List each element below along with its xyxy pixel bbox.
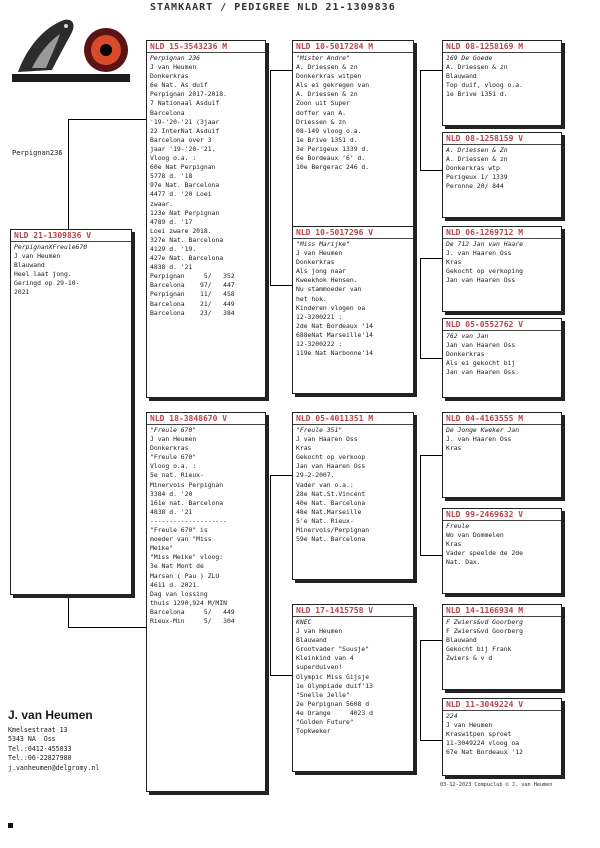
pedigree-line: Vloog o.a. : — [150, 462, 197, 471]
subject-label: Perpignan236 — [12, 149, 63, 157]
pedigree-details — [293, 239, 413, 359]
connector — [68, 119, 146, 120]
pedigree-line: Marsan ( Pau ) ZLU — [150, 571, 220, 580]
pedigree-line: Dag van lossing — [150, 589, 208, 598]
pigeon-name: F Zwiers&vd Goorberg — [446, 618, 523, 626]
pedigree-line: Blauwand — [296, 636, 327, 645]
pedigree-card-mother[interactable] — [146, 412, 266, 792]
pedigree-line: 4611 d. 2021. — [150, 580, 201, 589]
pedigree-line: Barcelona 21/ 449 — [150, 299, 235, 308]
pedigree-details — [443, 239, 561, 286]
pedigree-line: 11-3049224 vloog oa — [446, 739, 520, 748]
pedigree-line: 427e Nat. Barcelona — [150, 254, 224, 263]
pedigree-line: 3384 d. '20 — [150, 489, 193, 498]
breeder-mobile: Tel.:06-22827980 — [8, 754, 72, 763]
ring-number: NLD 99-2469632 V — [443, 509, 561, 521]
pedigree-details — [443, 145, 561, 192]
pedigree-line: Gekocht op verkoop — [296, 453, 366, 462]
connector — [270, 285, 292, 286]
pedigree-line: Zwiers & v d — [446, 654, 493, 663]
pedigree-line: 1e Olympiade duif'13 — [296, 681, 373, 690]
pedigree-line: 4838 d. '21 — [150, 263, 193, 272]
pedigree-line: 161e nat. Barcelona — [150, 498, 224, 507]
pedigree-details — [443, 53, 561, 100]
pedigree-line: Perpignan 5/ 352 — [150, 272, 235, 281]
pigeon-name: "Miss Marijke" — [296, 240, 350, 248]
pedigree-line: Kras — [446, 258, 462, 267]
pedigree-line: "Snelle Jelle" — [296, 690, 350, 699]
pedigree-line: 2de Nat Bordeaux '14 — [296, 321, 373, 330]
pedigree-details — [443, 331, 561, 378]
pigeon-name: De 712 Jan van Haare — [446, 240, 523, 248]
pedigree-line: 3e Perigeux 1339 d. — [296, 144, 370, 153]
connector — [420, 70, 442, 71]
pedigree-line: Kleinkind van 4 — [296, 654, 354, 663]
pedigree-line: Jan van Haaren Oss. — [446, 368, 520, 377]
pedigree-line: Blauwand — [14, 261, 45, 270]
pedigree-line: 1e Brive 1351 d. — [446, 90, 508, 99]
pedigree-details — [443, 425, 561, 454]
pedigree-line: 2e Perpignan 5608 d — [296, 699, 370, 708]
pedigree-line: 3e Nat Mont de — [150, 562, 204, 571]
footer-credit: 03-12-2023 Compuclub © J. van Heumen — [440, 782, 553, 788]
pedigree-line: 4477 d. '20 Loei — [150, 190, 212, 199]
pedigree-card-father-mother[interactable] — [292, 226, 414, 394]
pedigree-line: Kras — [296, 444, 312, 453]
ring-number: NLD 10-5017284 M — [293, 41, 413, 53]
pedigree-card-fmf[interactable] — [442, 226, 562, 312]
pedigree-line: Loei zware 2018. — [150, 226, 212, 235]
pedigree-line: 2021 — [14, 288, 30, 297]
ring-number: NLD 06-1269712 M — [443, 227, 561, 239]
pigeon-name: Freule — [446, 522, 470, 530]
pedigree-line: J. van Haaren Oss — [446, 249, 512, 258]
pedigree-line: Donkerkras wtp — [446, 164, 500, 173]
ring-number: NLD 08-1258169 M — [443, 41, 561, 53]
connector — [270, 70, 271, 285]
pedigree-details — [293, 53, 413, 173]
pedigree-line: '19-'20-'21 (3jaar — [150, 117, 220, 126]
connector — [420, 70, 421, 170]
pedigree-line: 4e Orange 4023 d — [296, 708, 373, 717]
breeder-address: Kmelsestraat 13 — [8, 726, 68, 734]
ring-number: NLD 08-1258159 V — [443, 133, 561, 145]
pedigree-line: Als ei gekocht bij — [446, 359, 516, 368]
pedigree-card-fff[interactable] — [442, 40, 562, 126]
pedigree-line: J van Heumen — [296, 249, 343, 258]
pedigree-line: zwaar. — [150, 199, 174, 208]
pedigree-card-subject[interactable] — [10, 229, 132, 595]
connector — [420, 455, 421, 555]
ring-number: NLD 10-5017296 V — [293, 227, 413, 239]
pedigree-line: Minervois/Perpignan — [296, 526, 370, 535]
pedigree-line: Kras — [446, 540, 462, 549]
pedigree-line: J van Heumen — [14, 252, 61, 261]
pedigree-line: Kraswitpen sproet — [446, 730, 512, 739]
pedigree-line: 48e Nat.Marseille — [296, 507, 362, 516]
pedigree-line: Donkerkras — [296, 258, 335, 267]
pigeon-name: Perpignan 236 — [150, 54, 201, 62]
pedigree-line: Wo van Dommelen — [446, 531, 504, 540]
ring-number: NLD 04-4163555 M — [443, 413, 561, 425]
pedigree-line: "Freule 670" — [150, 453, 197, 462]
pedigree-line: 7 Nationaal Asduif — [150, 99, 220, 108]
pedigree-line: 1e Brive 1351 d. — [296, 135, 358, 144]
pedigree-line: Perpignan 11/ 458 — [150, 290, 235, 299]
scan-mark — [8, 823, 13, 828]
pedigree-line: Donkerkras witpen — [296, 72, 362, 81]
pigeon-name: De Jonge Kweker Jan — [446, 426, 520, 434]
connector — [420, 170, 442, 171]
breeder-city: 5343 NA Oss — [8, 735, 56, 744]
pigeon-eye-icon — [12, 10, 130, 82]
pedigree-title: STAMKAART / PEDIGREE NLD 21-1309836 — [150, 2, 396, 13]
connector — [420, 258, 421, 358]
pedigree-line: Driessen & zn — [296, 117, 347, 126]
ring-number: NLD 05-0552762 V — [443, 319, 561, 331]
pedigree-line: 119e Nat Narbonne'14 — [296, 349, 373, 358]
breeder-email[interactable]: j.vanheumen@delgromy.nl — [8, 763, 100, 772]
ring-number: NLD 11-3049224 V — [443, 699, 561, 711]
pedigree-line: Geringd op 29-10- — [14, 279, 80, 288]
pedigree-line: A. Driessen & zn — [446, 155, 508, 164]
pedigree-line: J van Haaren Oss — [296, 435, 358, 444]
breeder-name: J. van Heumen — [8, 708, 93, 722]
pedigree-line: Rieux-Min 5/ 304 — [150, 616, 235, 625]
pedigree-line: Vader van o.a.: — [296, 480, 354, 489]
pedigree-line: "Miss Meike" vloog: — [150, 553, 224, 562]
pedigree-line: 4789 d. '17 — [150, 217, 193, 226]
pedigree-details — [293, 617, 413, 737]
pedigree-line: Peronne 20/ 844 — [446, 182, 504, 191]
pedigree-line: 5e nat. Rieux- — [150, 471, 204, 480]
pedigree-line: A. Driessen & zn — [296, 90, 358, 99]
pedigree-line: Gekocht bij Frank — [446, 645, 512, 654]
pedigree-line: 97e Nat. Barcelona — [150, 181, 220, 190]
pedigree-line: Barcelona 23/ 384 — [150, 308, 235, 317]
breeder-phone: Tel.:0412-455033 — [8, 744, 72, 753]
ring-number: NLD 05-4011351 M — [293, 413, 413, 425]
pedigree-details — [147, 53, 265, 319]
pedigree-line: 688eNat Marseille'14 — [296, 330, 373, 339]
pedigree-card-father-father[interactable] — [292, 40, 414, 232]
connector — [420, 455, 442, 456]
pedigree-line: superduiven! — [296, 663, 343, 672]
connector — [420, 640, 442, 641]
connector — [420, 258, 442, 259]
pedigree-line: A. Driessen & zn — [296, 63, 358, 72]
pedigree-line: 59e Nat. Barcelona — [296, 535, 366, 544]
pedigree-line: Jan van Haaren Oss — [446, 341, 516, 350]
pedigree-line: 5778 d. '18 — [150, 172, 193, 181]
pedigree-line: Blauwand — [446, 72, 477, 81]
pedigree-line: Heel laat jong. — [14, 270, 72, 279]
pedigree-line: 40e Nat. Barcelona — [296, 498, 366, 507]
pedigree-line: Meike" — [150, 544, 174, 553]
connector — [270, 675, 292, 676]
pedigree-card-father[interactable] — [146, 40, 266, 398]
ring-number: NLD 15-3543236 M — [147, 41, 265, 53]
pedigree-line: -------------------- — [150, 516, 227, 525]
connector — [68, 595, 69, 628]
pedigree-line: Blauwand — [446, 636, 477, 645]
pedigree-card-mother-mother[interactable] — [292, 604, 414, 772]
pigeon-name: PerpignanXFreule670 — [14, 243, 88, 251]
pigeon-name: 224 — [446, 712, 458, 720]
pedigree-line: Jan van Haaren Oss — [446, 276, 516, 285]
pedigree-line: Minervois Perpignan — [150, 480, 224, 489]
pedigree-line: 6e Nat. As duif — [150, 81, 208, 90]
pedigree-line: 60e Nat Perpignan — [150, 163, 216, 172]
pedigree-details — [443, 711, 561, 758]
pedigree-line: Topkweker — [296, 727, 331, 736]
pedigree-line: 123e Nat Perpignan — [150, 208, 220, 217]
pedigree-line: 4838 d. '21 — [150, 507, 193, 516]
pedigree-card-mff[interactable] — [442, 412, 562, 498]
connector — [270, 70, 292, 71]
pedigree-line: het hok. — [296, 294, 327, 303]
pedigree-line: "Freule 670" is — [150, 526, 208, 535]
pedigree-line: Als ei gekregen van — [296, 81, 370, 90]
pedigree-line: Vloog o.a. : — [150, 154, 197, 163]
pedigree-line: Kras — [446, 444, 462, 453]
pedigree-line: Olympic Miss Gijsje — [296, 672, 370, 681]
connector — [420, 555, 442, 556]
connector — [420, 640, 421, 740]
pedigree-line: J van Heumen — [296, 627, 343, 636]
connector — [420, 358, 442, 359]
pedigree-line: Kweekhok Hensen. — [296, 276, 358, 285]
connector — [68, 627, 146, 628]
pigeon-name: KNEC — [296, 618, 312, 626]
pedigree-line: Kinderen vlogen oa — [296, 303, 366, 312]
connector — [270, 475, 271, 675]
pedigree-line: Jan van Haaren Oss — [296, 462, 366, 471]
pedigree-line: 12-3200222 : — [296, 340, 343, 349]
pedigree-line: J van Heumen — [150, 63, 197, 72]
pedigree-card-mfm[interactable] — [442, 508, 562, 594]
pigeon-name: "Freule 351" — [296, 426, 343, 434]
pigeon-name: "Freule 670" — [150, 426, 197, 434]
pedigree-line: J van Heumen — [150, 435, 197, 444]
pedigree-line: 6e Bordeaux '6' d. — [296, 154, 366, 163]
ring-number: NLD 18-3848670 V — [147, 413, 265, 425]
connector — [68, 119, 69, 229]
pedigree-line: Donkerkras — [150, 444, 189, 453]
pedigree-details — [443, 521, 561, 568]
pedigree-line: moeder van "Miss — [150, 535, 212, 544]
pedigree-line: A. Driessen & zn — [446, 63, 508, 72]
pedigree-line: J. van Haaren Oss — [446, 435, 512, 444]
pedigree-line: Gekocht op verkoping — [446, 267, 523, 276]
pedigree-line: 29-2-2007. — [296, 471, 335, 480]
pigeon-name: 762 van Jan — [446, 332, 489, 340]
ring-number: NLD 14-1166934 M — [443, 605, 561, 617]
pigeon-name: 169 De Goede — [446, 54, 493, 62]
pedigree-line: 22 InterNat Asduif — [150, 126, 220, 135]
pigeon-name: A. Driessen & Zn — [446, 146, 508, 154]
pedigree-line: 67e Nat Bordeaux '12 — [446, 748, 523, 757]
pedigree-line: Nu stammoeder van — [296, 285, 362, 294]
pedigree-line: Zoon uit Super — [296, 99, 350, 108]
pedigree-line: 12-3200221 : — [296, 312, 343, 321]
pedigree-line: J van Heumen — [446, 721, 493, 730]
pedigree-line: Vader speelde de 2de — [446, 549, 523, 558]
pedigree-details — [147, 425, 265, 627]
pedigree-line: 28e Nat.St.Vincent — [296, 489, 366, 498]
pedigree-line: Als jong naar — [296, 267, 347, 276]
pedigree-line: Grootvader "Suusje" — [296, 645, 370, 654]
pedigree-line: Donkerkras — [446, 350, 485, 359]
pigeon-name: "Mister Andre" — [296, 54, 350, 62]
ring-number: NLD 21-1309836 V — [11, 230, 131, 242]
pedigree-details — [293, 425, 413, 545]
pedigree-line: Barcelona 5/ 449 — [150, 607, 235, 616]
pedigree-line: 5'e Nat. Rieux- — [296, 516, 354, 525]
pedigree-details — [11, 242, 131, 299]
pedigree-line: thuis 1290,924 M/MIN — [150, 598, 227, 607]
pedigree-line: Perpignan 2017-2018. — [150, 90, 227, 99]
pedigree-card-fmm[interactable] — [442, 318, 562, 398]
pedigree-card-mmf[interactable] — [442, 604, 562, 690]
pedigree-card-mmm[interactable] — [442, 698, 562, 776]
pedigree-line: Barcelona over 3 — [150, 135, 212, 144]
connector — [270, 475, 292, 476]
pedigree-card-ffm[interactable] — [442, 132, 562, 218]
ring-number: NLD 17-1415758 V — [293, 605, 413, 617]
pedigree-line: 327e Nat. Barcelona — [150, 235, 224, 244]
pedigree-line: 08-149 vloog o.a. — [296, 126, 362, 135]
pedigree-card-mother-father[interactable] — [292, 412, 414, 580]
pedigree-line: Perigeux 1/ 1339 — [446, 173, 508, 182]
connector — [420, 740, 442, 741]
pedigree-line: "Golden Future" — [296, 718, 354, 727]
pedigree-line: F Zwiers&vd Goorberg — [446, 627, 523, 636]
pedigree-line: 10e Bergerac 246 d. — [296, 163, 370, 172]
pedigree-line: Nat. Dax. — [446, 558, 481, 567]
pedigree-line: Donkerkras — [150, 72, 189, 81]
pedigree-line: Top duif, vloog o.a. — [446, 81, 523, 90]
pedigree-line: doffer van A. — [296, 108, 347, 117]
pedigree-details — [443, 617, 561, 664]
pigeon-logo — [12, 10, 130, 82]
pedigree-line: Barcelona — [150, 108, 185, 117]
pedigree-line: Barcelona 97/ 447 — [150, 281, 235, 290]
pedigree-line: jaar '19-'20-'21. — [150, 144, 216, 153]
pedigree-line: 4129 d. '19. — [150, 244, 197, 253]
breeder-info — [8, 708, 99, 773]
